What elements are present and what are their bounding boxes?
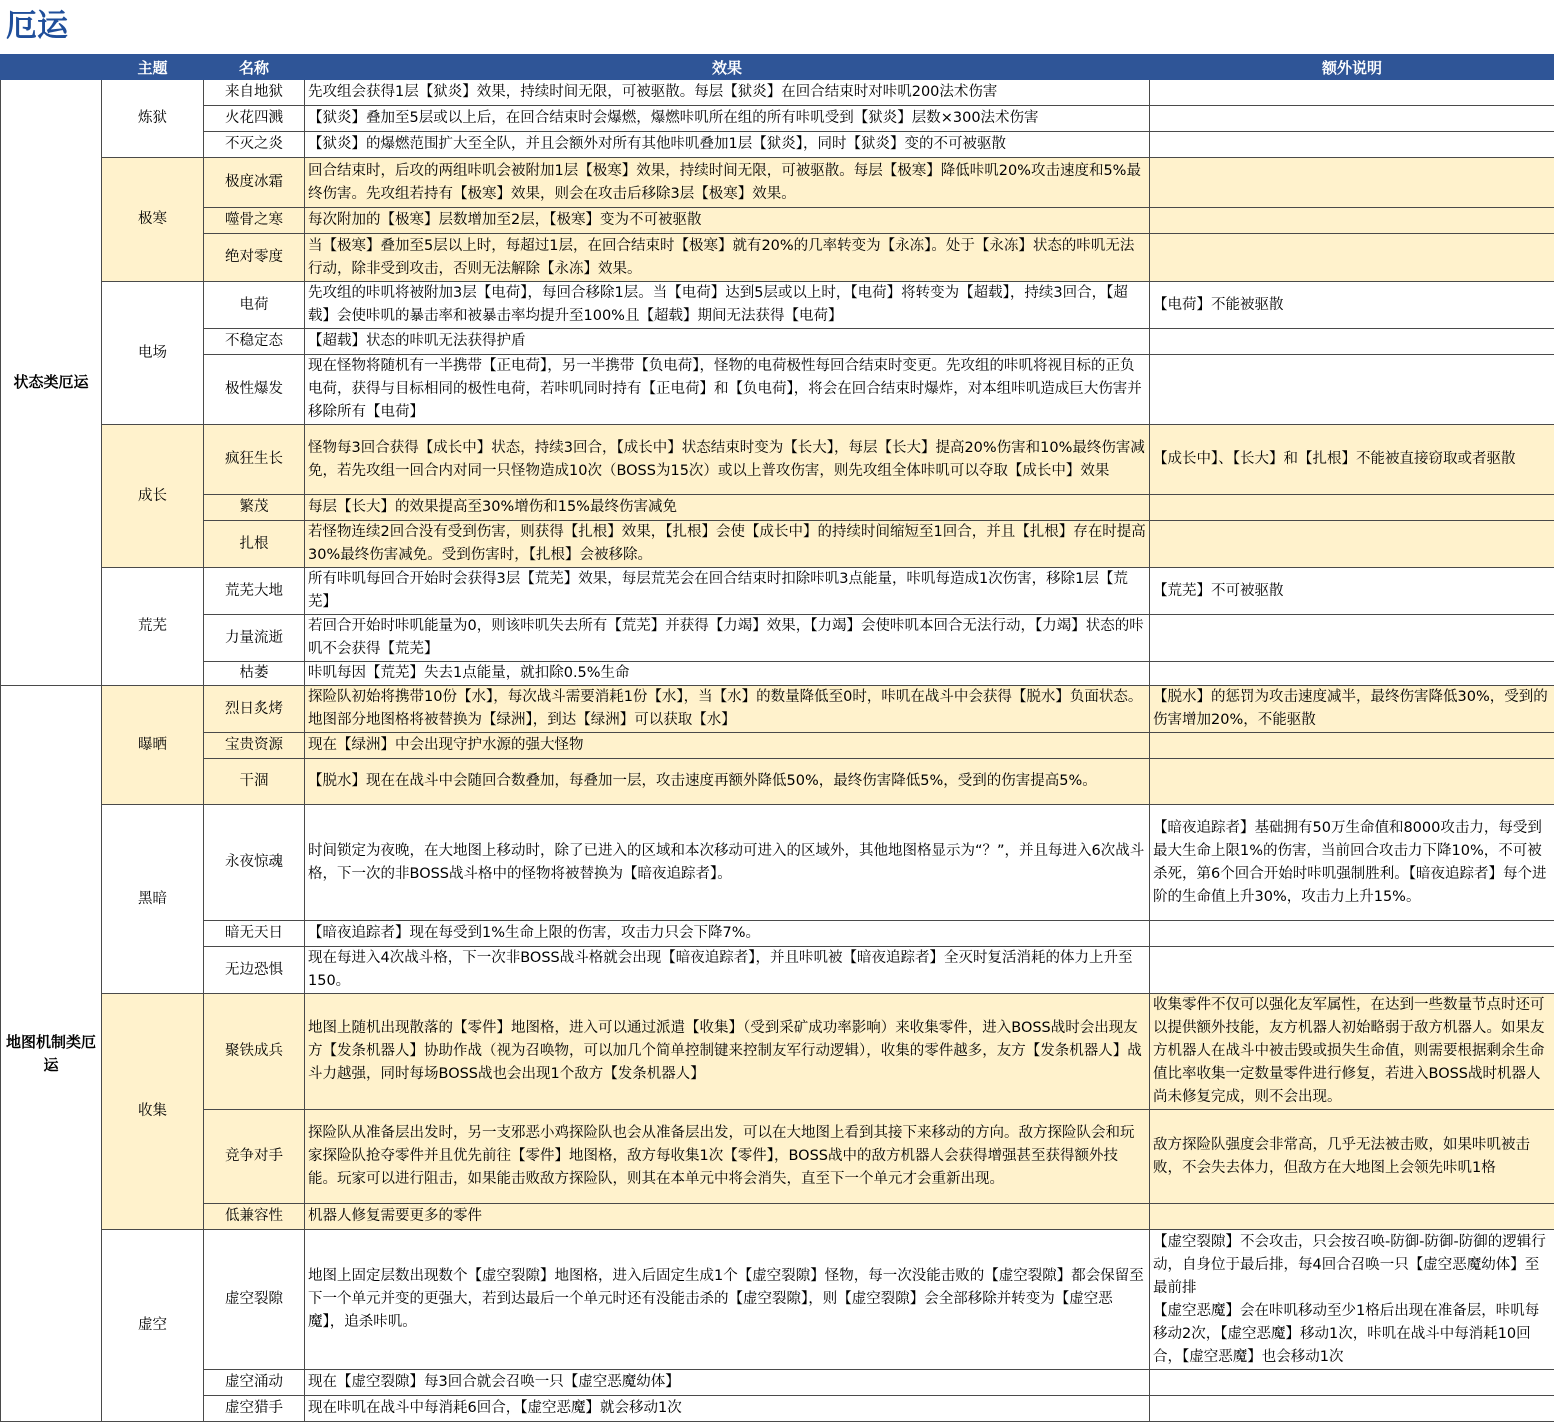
name-cell: 烈日炙烤	[204, 686, 305, 733]
table-row	[1, 947, 1554, 994]
header-extra: 额外说明	[1150, 55, 1554, 80]
extra-cell: 【荒芜】不可被驱散	[1150, 568, 1554, 615]
table-row	[1, 1110, 1554, 1204]
effect-cell: 若怪物连续2回合没有受到伤害，则获得【扎根】效果，【扎根】会使【成长中】的持续时间缩短至1回合，并且【扎根】存在时提高30%最终伤害减免。受到伤害时，【扎根】会被移除。	[305, 521, 1150, 568]
table-row	[1, 921, 1554, 947]
extra-cell	[1150, 733, 1554, 759]
extra-cell: 【暗夜追踪者】基础拥有50万生命值和8000攻击力，每受到最大生命上限1%的伤害，当前回合攻击力下降10%，不可被杀死，第6个回合开始时咔叽强制胜利。【暗夜追踪者】每个进阶的生命值上升30%，攻击力上升15%。	[1150, 805, 1554, 921]
name-cell: 扎根	[204, 521, 305, 568]
name-cell: 不灭之炎	[204, 132, 305, 158]
name-cell: 电荷	[204, 282, 305, 329]
table-row	[1, 425, 1554, 495]
effect-cell: 每层【长大】的效果提高至30%增伤和15%最终伤害减免	[305, 495, 1150, 521]
effect-cell: 机器人修复需要更多的零件	[305, 1204, 1150, 1230]
effect-cell: 【狱炎】的爆燃范围扩大至全队，并且会额外对所有其他咔叽叠加1层【狱炎】，同时【狱炎】变的不可被驱散	[305, 132, 1150, 158]
effect-cell: 现在【绿洲】中会出现守护水源的强大怪物	[305, 733, 1150, 759]
name-cell: 极度冰霜	[204, 158, 305, 208]
name-cell: 疯狂生长	[204, 425, 305, 495]
table-row	[1, 329, 1554, 355]
theme-cell: 成长	[102, 425, 204, 568]
table-row	[1, 994, 1554, 1110]
category-cell: 地图机制类厄运	[1, 686, 102, 1422]
table-row	[1, 106, 1554, 132]
table-row	[1, 805, 1554, 921]
name-cell: 噬骨之寒	[204, 208, 305, 234]
extra-cell	[1150, 495, 1554, 521]
table-row	[1, 733, 1554, 759]
extra-cell: 【虚空裂隙】不会攻击，只会按召唤-防御-防御-防御的逻辑行动，自身位于最后排，每4回合召唤一只【虚空恶魔幼体】至最前排 【虚空恶魔】会在咔叽移动至少1格后出现在准备层，咔叽每移动2次，【虚空恶魔】移动1次，咔叽在战斗中每消耗10回合，【虚空恶魔】也会移动1次	[1150, 1230, 1554, 1370]
extra-cell	[1150, 80, 1554, 106]
name-cell: 不稳定态	[204, 329, 305, 355]
effect-cell: 先攻组会获得1层【狱炎】效果，持续时间无限，可被驱散。每层【狱炎】在回合结束时对咔叽200法术伤害	[305, 80, 1150, 106]
theme-cell: 黑暗	[102, 805, 204, 994]
name-cell: 无边恐惧	[204, 947, 305, 994]
extra-cell	[1150, 329, 1554, 355]
name-cell: 干涸	[204, 759, 305, 805]
effect-cell: 回合结束时，后攻的两组咔叽会被附加1层【极寒】效果，持续时间无限，可被驱散。每层【极寒】降低咔叽20%攻击速度和5%最终伤害。先攻组若持有【极寒】效果，则会在攻击后移除3层【极寒】效果。	[305, 158, 1150, 208]
effect-cell: 探险队从准备层出发时，另一支邪恶小鸡探险队也会从准备层出发，可以在大地图上看到其接下来移动的方向。敌方探险队会和玩家探险队抢夺零件并且优先前往【零件】地图格，敌方每收集1次【零件】，BOSS战中的敌方机器人会获得增强甚至获得额外技能。玩家可以进行阻击，如果能击败敌方探险队，则其在本单元中将会消失，直至下一个单元才会重新出现。	[305, 1110, 1150, 1204]
effect-cell: 地图上固定层数出现数个【虚空裂隙】地图格，进入后固定生成1个【虚空裂隙】怪物，每一次没能击败的【虚空裂隙】都会保留至下一个单元并变的更强大，若到达最后一个单元时还有没能击杀的【虚空裂隙】，则【虚空裂隙】会全部移除并转变为【虚空恶魔】，追杀咔叽。	[305, 1230, 1150, 1370]
name-cell: 绝对零度	[204, 234, 305, 282]
header-name: 名称	[204, 55, 305, 80]
extra-cell: 收集零件不仅可以强化友军属性，在达到一些数量节点时还可以提供额外技能，友方机器人初始略弱于敌方机器人。如果友方机器人在战斗中被击毁或损失生命值，则需要根据剩余生命值比率收集一定数量零件进行修复，若进入BOSS战时机器人尚未修复完成，则不会出现。	[1150, 994, 1554, 1110]
effect-cell: 现在怪物将随机有一半携带【正电荷】，另一半携带【负电荷】，怪物的电荷极性每回合结束时变更。先攻组的咔叽将视目标的正负电荷，获得与目标相同的极性电荷，若咔叽同时持有【正电荷】和【负电荷】，将会在回合结束时爆炸，对本组咔叽造成巨大伤害并移除所有【电荷】	[305, 355, 1150, 425]
theme-cell: 电场	[102, 282, 204, 425]
table-row	[1, 759, 1554, 805]
extra-cell	[1150, 1204, 1554, 1230]
extra-cell	[1150, 921, 1554, 947]
extra-cell	[1150, 234, 1554, 282]
name-cell: 荒芜大地	[204, 568, 305, 615]
extra-cell: 【成长中】、【长大】和【扎根】不能被直接窃取或者驱散	[1150, 425, 1554, 495]
theme-cell: 极寒	[102, 158, 204, 282]
effect-cell: 每次附加的【极寒】层数增加至2层，【极寒】变为不可被驱散	[305, 208, 1150, 234]
table-row	[1, 1204, 1554, 1230]
page-title: 厄运	[6, 6, 68, 46]
theme-cell: 炼狱	[102, 80, 204, 158]
name-cell: 暗无天日	[204, 921, 305, 947]
extra-cell: 【电荷】不能被驱散	[1150, 282, 1554, 329]
table-row	[1, 662, 1554, 686]
effect-cell: 【狱炎】叠加至5层或以上后，在回合结束时会爆燃，爆燃咔叽所在组的所有咔叽受到【狱炎】层数×300法术伤害	[305, 106, 1150, 132]
curse-table	[0, 54, 1554, 1422]
table-body	[1, 80, 1554, 1422]
effect-cell: 现在【虚空裂隙】每3回合就会召唤一只【虚空恶魔幼体】	[305, 1370, 1150, 1396]
table-row	[1, 521, 1554, 568]
category-cell: 状态类厄运	[1, 80, 102, 686]
header-theme: 主题	[102, 55, 204, 80]
header-row	[1, 55, 1554, 80]
table-row	[1, 158, 1554, 208]
name-cell: 永夜惊魂	[204, 805, 305, 921]
table-row	[1, 615, 1554, 662]
effect-cell: 【脱水】现在在战斗中会随回合数叠加，每叠加一层，攻击速度再额外降低50%，最终伤害降低5%，受到的伤害提高5%。	[305, 759, 1150, 805]
extra-cell	[1150, 158, 1554, 208]
table-row	[1, 80, 1554, 106]
extra-cell	[1150, 521, 1554, 568]
effect-cell: 【暗夜追踪者】现在每受到1%生命上限的伤害，攻击力只会下降7%。	[305, 921, 1150, 947]
extra-cell	[1150, 759, 1554, 805]
extra-cell	[1150, 355, 1554, 425]
name-cell: 火花四溅	[204, 106, 305, 132]
table-row	[1, 282, 1554, 329]
name-cell: 来自地狱	[204, 80, 305, 106]
name-cell: 聚铁成兵	[204, 994, 305, 1110]
effect-cell: 若回合开始时咔叽能量为0，则该咔叽失去所有【荒芜】并获得【力竭】效果，【力竭】会使咔叽本回合无法行动，【力竭】状态的咔叽不会获得【荒芜】	[305, 615, 1150, 662]
effect-cell: 现在咔叽在战斗中每消耗6回合，【虚空恶魔】就会移动1次	[305, 1396, 1150, 1422]
effect-cell: 【超载】状态的咔叽无法获得护盾	[305, 329, 1150, 355]
name-cell: 竞争对手	[204, 1110, 305, 1204]
table-row	[1, 686, 1554, 733]
extra-cell	[1150, 106, 1554, 132]
theme-cell: 收集	[102, 994, 204, 1230]
extra-cell	[1150, 662, 1554, 686]
table-row	[1, 132, 1554, 158]
table-row	[1, 234, 1554, 282]
extra-cell	[1150, 615, 1554, 662]
extra-cell	[1150, 132, 1554, 158]
name-cell: 繁茂	[204, 495, 305, 521]
name-cell: 虚空猎手	[204, 1396, 305, 1422]
table-row	[1, 495, 1554, 521]
theme-cell: 虚空	[102, 1230, 204, 1422]
table-row	[1, 355, 1554, 425]
name-cell: 力量流逝	[204, 615, 305, 662]
extra-cell	[1150, 947, 1554, 994]
header-effect: 效果	[305, 55, 1150, 80]
extra-cell	[1150, 208, 1554, 234]
effect-cell: 地图上随机出现散落的【零件】地图格，进入可以通过派遣【收集】（受到采矿成功率影响）来收集零件，进入BOSS战时会出现友方【发条机器人】协助作战（视为召唤物，可以加几个简单控制键来控制友军行动逻辑），收集的零件越多，友方【发条机器人】战斗力越强，同时每场BOSS战也会出现1个敌方【发条机器人】	[305, 994, 1150, 1110]
table-row	[1, 1370, 1554, 1396]
extra-cell	[1150, 1396, 1554, 1422]
table-row	[1, 1230, 1554, 1370]
extra-cell: 【脱水】的惩罚为攻击速度减半，最终伤害降低30%，受到的伤害增加20%，不能驱散	[1150, 686, 1554, 733]
extra-cell	[1150, 1370, 1554, 1396]
table-row	[1, 208, 1554, 234]
header-category	[1, 55, 102, 80]
effect-cell: 咔叽每因【荒芜】失去1点能量，就扣除0.5%生命	[305, 662, 1150, 686]
effect-cell: 探险队初始将携带10份【水】，每次战斗需要消耗1份【水】，当【水】的数量降低至0时，咔叽在战斗中会获得【脱水】负面状态。地图部分地图格将被替换为【绿洲】，到达【绿洲】可以获取【水】	[305, 686, 1150, 733]
effect-cell: 时间锁定为夜晚，在大地图上移动时，除了已进入的区域和本次移动可进入的区域外，其他地图格显示为“？”，并且每进入6次战斗格，下一次的非BOSS战斗格中的怪物将被替换为【暗夜追踪者】。	[305, 805, 1150, 921]
name-cell: 枯萎	[204, 662, 305, 686]
name-cell: 虚空涌动	[204, 1370, 305, 1396]
name-cell: 宝贵资源	[204, 733, 305, 759]
table-row	[1, 1396, 1554, 1422]
effect-cell: 当【极寒】叠加至5层以上时，每超过1层，在回合结束时【极寒】就有20%的几率转变为【永冻】。处于【永冻】状态的咔叽无法行动，除非受到攻击，否则无法解除【永冻】效果。	[305, 234, 1150, 282]
theme-cell: 曝晒	[102, 686, 204, 805]
theme-cell: 荒芜	[102, 568, 204, 686]
extra-cell: 敌方探险队强度会非常高，几乎无法被击败，如果咔叽被击败，不会失去体力，但敌方在大地图上会领先咔叽1格	[1150, 1110, 1554, 1204]
effect-cell: 现在每进入4次战斗格，下一次非BOSS战斗格就会出现【暗夜追踪者】，并且咔叽被【暗夜追踪者】全灭时复活消耗的体力上升至150。	[305, 947, 1150, 994]
effect-cell: 所有咔叽每回合开始时会获得3层【荒芜】效果，每层荒芜会在回合结束时扣除咔叽3点能量，咔叽每造成1次伤害，移除1层【荒芜】	[305, 568, 1150, 615]
name-cell: 极性爆发	[204, 355, 305, 425]
table-row	[1, 568, 1554, 615]
name-cell: 低兼容性	[204, 1204, 305, 1230]
effect-cell: 怪物每3回合获得【成长中】状态，持续3回合，【成长中】状态结束时变为【长大】，每层【长大】提高20%伤害和10%最终伤害减免，若先攻组一回合内对同一只怪物造成10次（BOSS为15次）或以上普攻伤害，则先攻组全体咔叽可以夺取【成长中】效果	[305, 425, 1150, 495]
effect-cell: 先攻组的咔叽将被附加3层【电荷】，每回合移除1层。当【电荷】达到5层或以上时，【电荷】将转变为【超载】，持续3回合，【超载】会使咔叽的暴击率和被暴击率均提升至100%且【超载】期间无法获得【电荷】	[305, 282, 1150, 329]
name-cell: 虚空裂隙	[204, 1230, 305, 1370]
